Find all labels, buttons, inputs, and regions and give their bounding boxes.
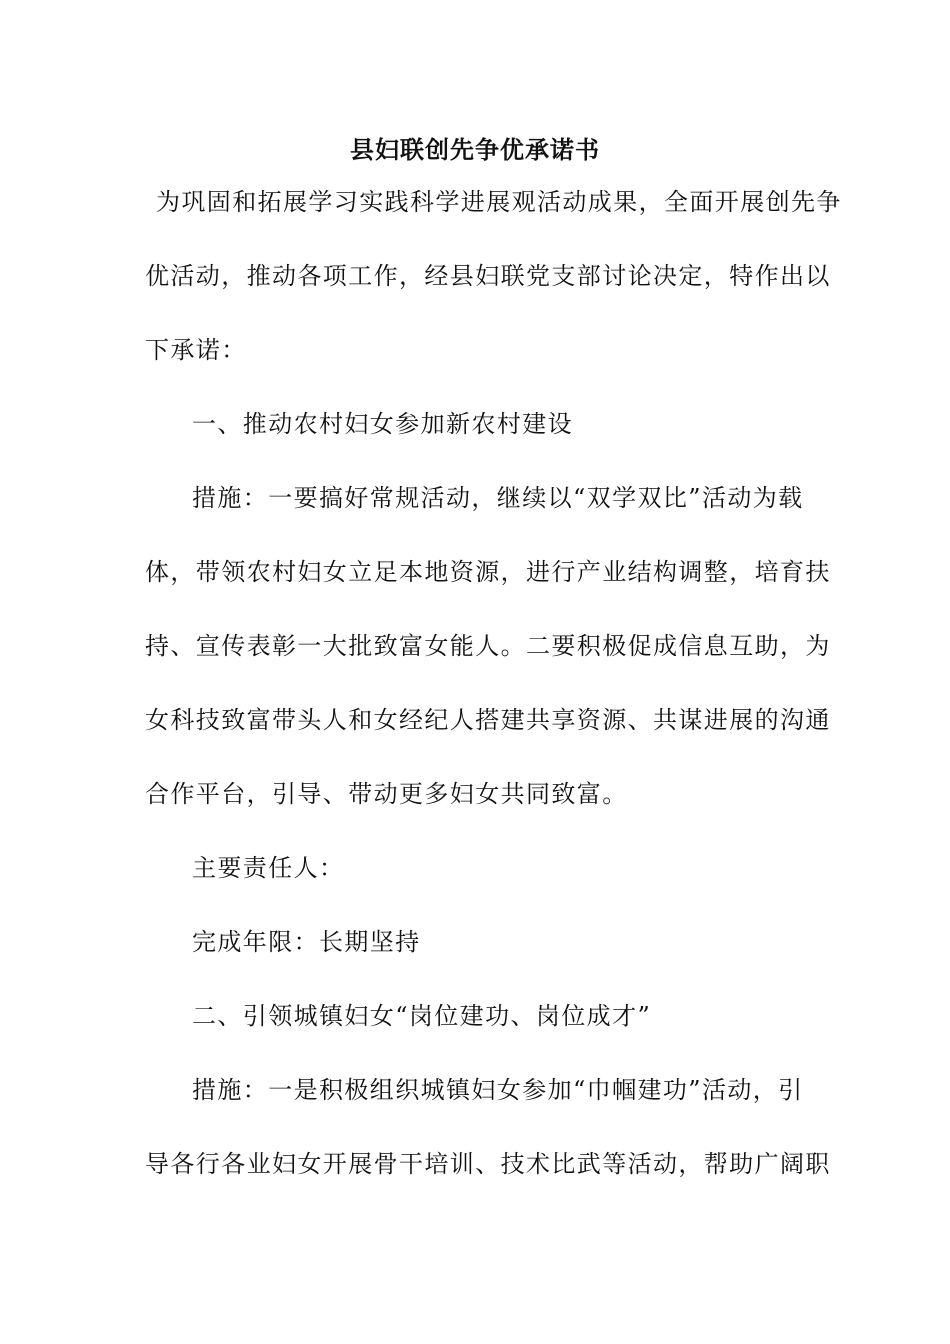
paragraph-line: 下承诺： xyxy=(145,336,247,364)
paragraph-line: 持、宣传表彰一大批致富女能人。二要积极促成信息互助，为 xyxy=(145,632,831,660)
paragraph-line: 体，带领农村妇女立足本地资源，进行产业结构调整，培育扶 xyxy=(145,558,831,586)
document-title: 县妇联创先争优承诺书 xyxy=(350,135,600,164)
responsible-person-line: 主要责任人： xyxy=(192,854,345,882)
paragraph-line: 措施：一要搞好常规活动，继续以“双学双比”活动为载 xyxy=(192,484,804,512)
paragraph-line: 为巩固和拓展学习实践科学进展观活动成果，全面开展创先争 xyxy=(156,188,842,216)
paragraph-line: 导各行各业妇女开展骨干培训、技术比武等活动，帮助广阔职 xyxy=(145,1150,831,1178)
paragraph-line: 合作平台，引导、带动更多妇女共同致富。 xyxy=(145,780,628,808)
section-heading: 二、引领城镇妇女“岗位建功、岗位成才” xyxy=(192,1002,652,1030)
section-heading: 一、推动农村妇女参加新农村建设 xyxy=(192,410,573,438)
paragraph-line: 女科技致富带头人和女经纪人搭建共享资源、共谋进展的沟通 xyxy=(145,706,831,734)
deadline-line: 完成年限：长期坚持 xyxy=(192,928,421,956)
paragraph-line: 措施：一是积极组织城镇妇女参加“巾帼建功”活动，引 xyxy=(192,1076,804,1104)
paragraph-line: 优活动，推动各项工作，经县妇联党支部讨论决定，特作出以 xyxy=(145,262,831,290)
